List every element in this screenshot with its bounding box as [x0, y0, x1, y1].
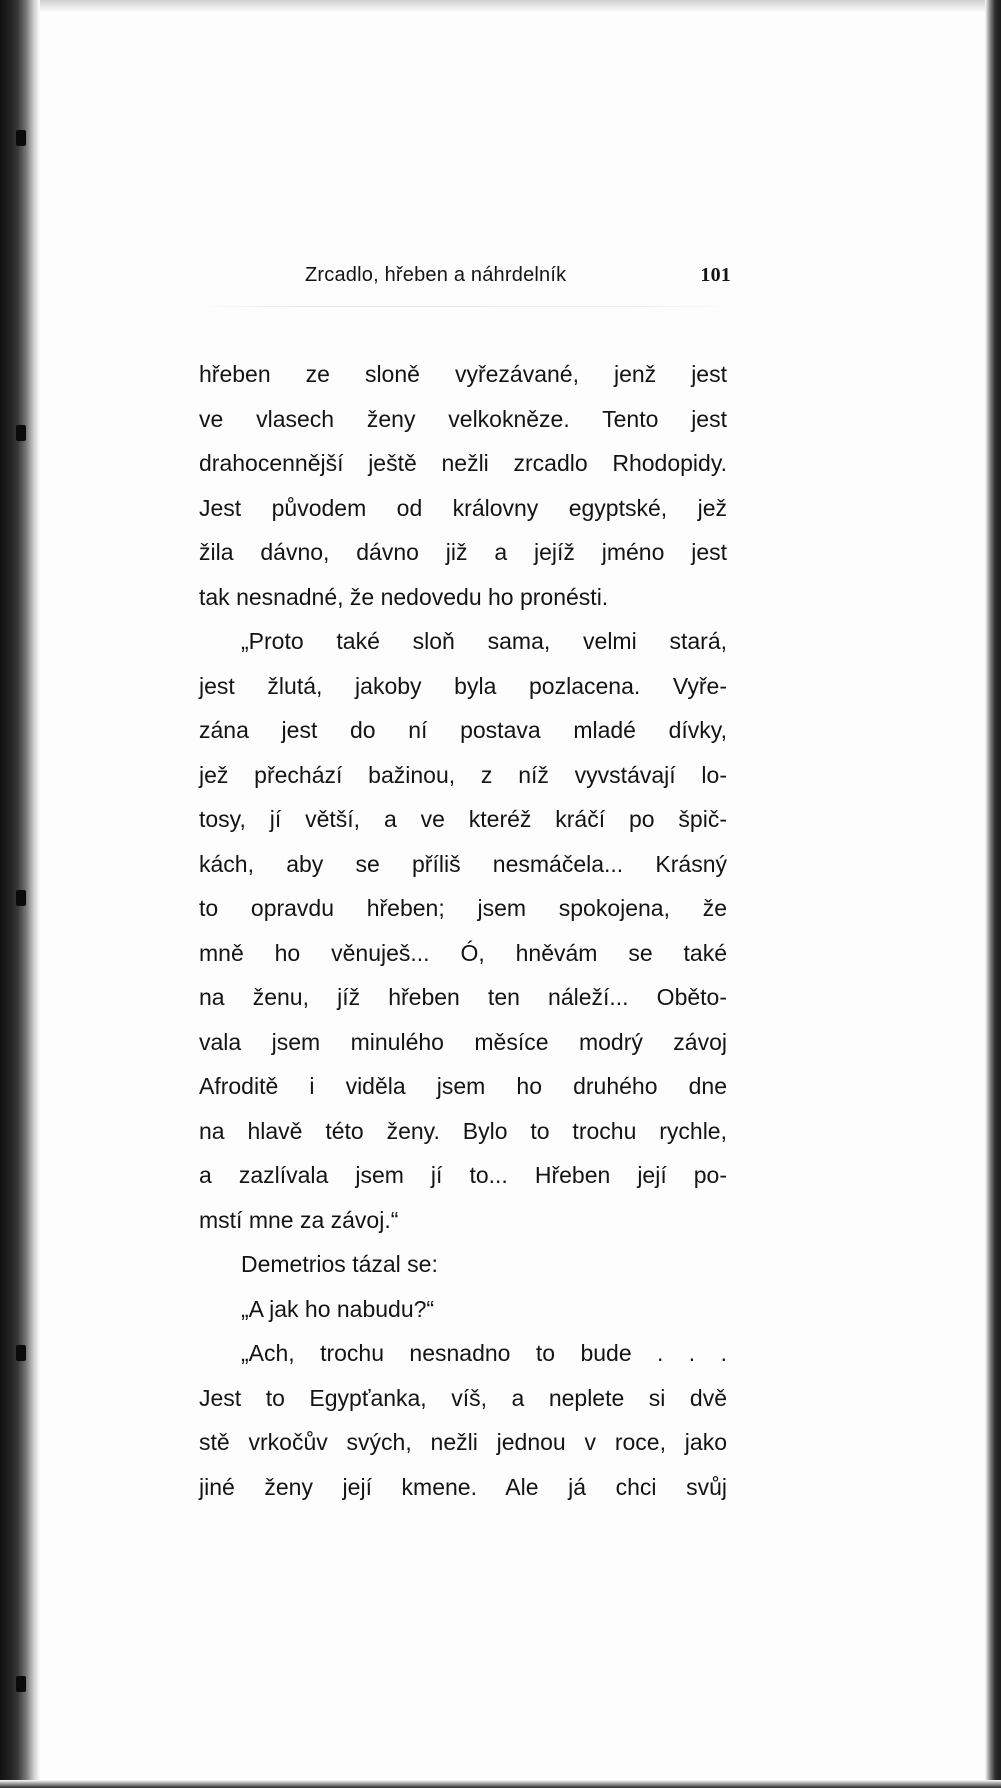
text-line: vala jsem minulého měsíce modrý závoj — [199, 1028, 727, 1055]
text-line: „A jak ho nabudu?“ — [241, 1295, 435, 1322]
text-line: tak nesnadné, že nedovedu ho pronésti. — [199, 583, 609, 610]
text-line: Afroditě i viděla jsem ho druhého dne — [199, 1073, 727, 1099]
text-line: kách, aby se příliš nesmáčela... Krásný — [199, 850, 727, 877]
text-line: na ženu, jíž hřeben ten náleží... Oběto- — [199, 984, 727, 1010]
page-number: 101 — [700, 264, 731, 286]
text-line: a zazlívala jsem jí to... Hřeben její po- — [199, 1162, 727, 1188]
text-line: tosy, jí větší, a ve kteréž kráčí po špič- — [199, 806, 727, 832]
text-line: Jest to Egypťanka, víš, a neplete si dvě — [199, 1384, 727, 1411]
running-head — [305, 262, 731, 292]
text-line: mstí mne za závoj.“ — [199, 1206, 399, 1233]
text-line: jiné ženy její kmene. Ale já chci svůj — [199, 1473, 727, 1500]
text-line: jež přechází bažinou, z níž vyvstávají lo- — [199, 761, 727, 788]
text-line: žila dávno, dávno již a jejíž jméno jest — [199, 539, 727, 565]
text-line: to opravdu hřeben; jsem spokojena, že — [199, 895, 727, 921]
binding-mark — [16, 890, 26, 906]
text-line: mně ho věnuješ... Ó, hněvám se také — [199, 939, 727, 966]
text-line: zána jest do ní postava mladé dívky, — [199, 717, 727, 743]
text-line: Demetrios tázal se: — [241, 1251, 438, 1277]
body-text — [199, 352, 727, 1509]
scan-edge-top — [0, 0, 1001, 12]
header-rule — [200, 306, 735, 307]
text-line: hřeben ze sloně vyřezávané, jenž jest — [199, 361, 727, 387]
binding-mark — [16, 1676, 26, 1692]
scan-edge-bottom — [0, 1780, 1001, 1788]
binding-mark — [16, 130, 26, 146]
binding-mark — [16, 425, 26, 441]
scan-edge-right — [985, 0, 1001, 1788]
text-line: jest žlutá, jakoby byla pozlacena. Vyře- — [199, 672, 727, 699]
running-head-title: Zrcadlo, hřeben a náhrdelník — [305, 264, 567, 286]
text-line: drahocennější ještě nežli zrcadlo Rhodopidy. — [199, 450, 727, 476]
text-line: ve vlasech ženy velkokněze. Tento jest — [199, 405, 727, 432]
text-line: „Proto také sloň sama, velmi stará, — [241, 628, 727, 654]
text-line: stě vrkočův svých, nežli jednou v roce, jako — [199, 1429, 727, 1455]
text-line: na hlavě této ženy. Bylo to trochu rychle, — [199, 1117, 727, 1144]
text-line: „Ach, trochu nesnadno to bude . . . — [241, 1340, 727, 1366]
binding-mark — [16, 1345, 26, 1361]
text-line: Jest původem od královny egyptské, jež — [199, 494, 727, 521]
